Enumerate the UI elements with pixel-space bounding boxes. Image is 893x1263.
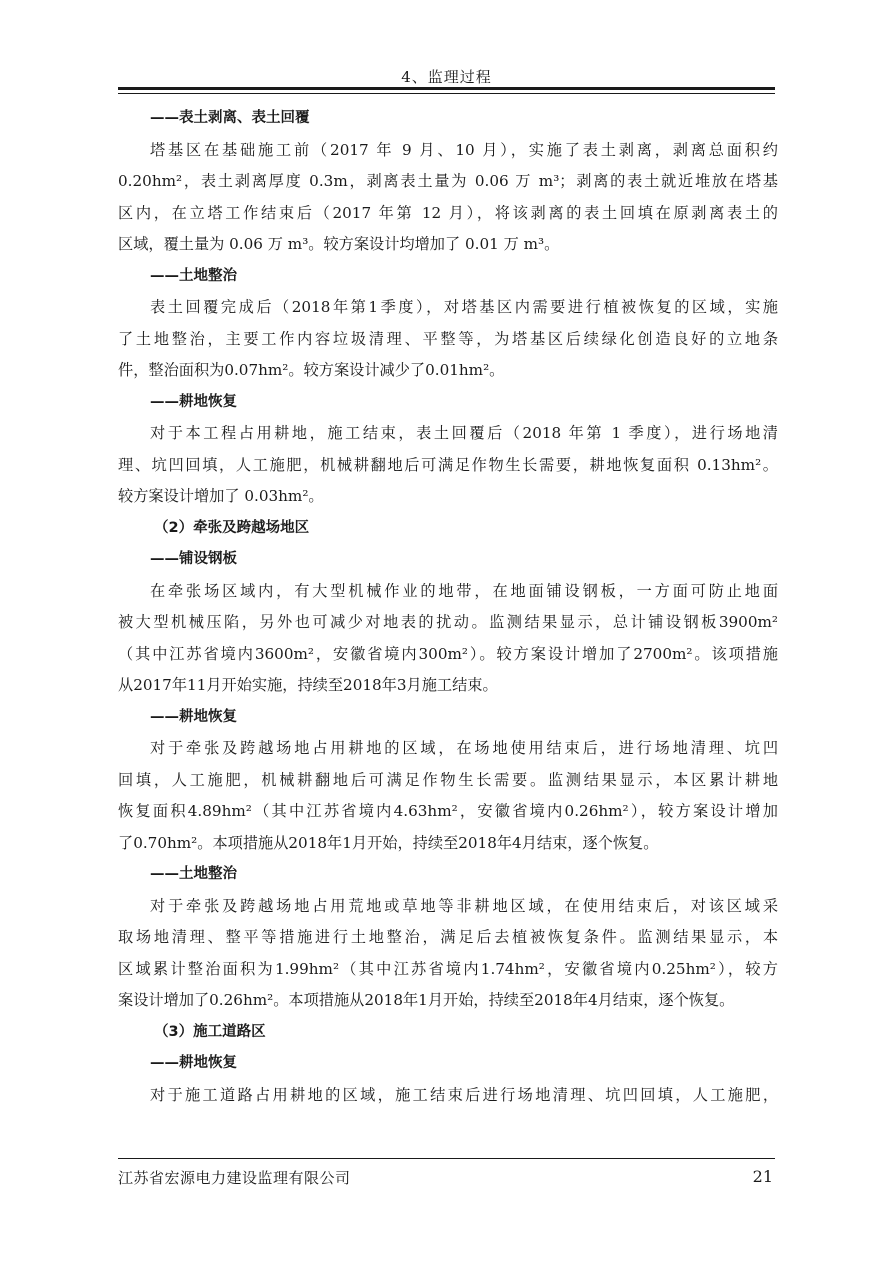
- paragraph-line: 对于牵张及跨越场地占用荒地或草地等非耕地区域，在使用结束后，对该区域采: [150, 896, 778, 915]
- section-heading: ——铺设钢板: [150, 551, 237, 567]
- paragraph-line: 从2017年11月开始实施，持续至2018年3月施工结束。: [118, 676, 498, 694]
- header-rule-thick: [118, 87, 775, 90]
- paragraph-line: 区域，覆土量为 0.06 万 m³。较方案设计均增加了 0.01 万 m³。: [118, 235, 560, 253]
- paragraph-line: （其中江苏省境内3600m²，安徽省境内300m²）。较方案设计增加了2700m²。该项措施: [118, 644, 778, 663]
- paragraph-line: 理、坑凹回填，人工施肥，机械耕翻地后可满足作物生长需要，耕地恢复面积 0.13hm²。: [118, 455, 778, 474]
- page-footer: [118, 1158, 775, 1189]
- paragraph-line: 区内，在立塔工作结束后（2017 年第 12 月），将该剥离的表土回填在原剥离表土的: [118, 203, 778, 222]
- paragraph-line: 0.20hm²，表土剥离厚度 0.3m，剥离表土量为 0.06 万 m³；剥离的表土就近堆放在塔基: [118, 172, 778, 190]
- paragraph-line: 区域累计整治面积为1.99hm²（其中江苏省境内1.74hm²，安徽省境内0.25hm²），较方: [118, 959, 778, 978]
- page-number: 21: [752, 1167, 773, 1186]
- document-body: [118, 103, 778, 1153]
- section-heading: ——耕地恢复: [150, 393, 237, 410]
- paragraph-line: 对于本工程占用耕地，施工结束，表土回覆后（2018 年第 1 季度），进行场地清: [150, 424, 778, 442]
- paragraph-line: 对于施工道路占用耕地的区域，施工结束后进行场地清理、坑凹回填，人工施肥，: [150, 1085, 778, 1104]
- paragraph-line: 表土回覆完成后（2018年第1季度），对塔基区内需要进行植被恢复的区域，实施: [150, 298, 778, 316]
- section-heading: ——土地整治: [150, 267, 237, 284]
- header-rule-thin: [118, 93, 775, 94]
- paragraph-line: 在牵张场区域内，有大型机械作业的地带，在地面铺设钢板，一方面可防止地面: [150, 581, 778, 600]
- paragraph-line: 对于牵张及跨越场地占用耕地的区域，在场地使用结束后，进行场地清理、坑凹: [150, 739, 778, 757]
- paragraph-line: 了0.70hm²。本项措施从2018年1月开始，持续至2018年4月结束，逐个恢复。: [118, 833, 659, 852]
- paragraph-line: 取场地清理、整平等措施进行土地整治，满足后去植被恢复条件。监测结果显示，本: [118, 928, 778, 946]
- chapter-title: 4、监理过程: [401, 68, 492, 86]
- paragraph-line: 塔基区在基础施工前（2017 年 9 月、10 月），实施了表土剥离，剥离总面积约: [150, 140, 778, 159]
- section-heading: ——耕地恢复: [150, 708, 237, 725]
- paragraph-line: 恢复面积4.89hm²（其中江苏省境内4.63hm²，安徽省境内0.26hm²），较方案设计增加: [118, 802, 778, 820]
- section-heading: ——表土剥离、表土回覆: [150, 110, 310, 126]
- paragraph-line: 回填，人工施肥，机械耕翻地后可满足作物生长需要。监测结果显示，本区累计耕地: [118, 770, 778, 789]
- paragraph-line: 了土地整治，主要工作内容垃圾清理、平整等，为塔基区后续绿化创造良好的立地条: [118, 329, 778, 348]
- company-name: 江苏省宏源电力建设监理有限公司: [118, 1169, 351, 1187]
- paragraph-line: 案设计增加了0.26hm²。本项措施从2018年1月开始，持续至2018年4月结束，逐个恢复。: [118, 991, 735, 1009]
- paragraph-line: 件，整治面积为0.07hm²。较方案设计减少了0.01hm²。: [118, 361, 505, 379]
- section-heading: ——土地整治: [150, 866, 237, 882]
- subsection-heading: （2）牵张及跨越场地区: [154, 519, 310, 536]
- paragraph-line: 被大型机械压陷，另外也可减少对地表的扰动。监测结果显示，总计铺设钢板3900m²: [118, 613, 778, 631]
- paragraph-line: 较方案设计增加了 0.03hm²。: [118, 487, 324, 505]
- subsection-heading: （3）施工道路区: [154, 1023, 266, 1040]
- section-heading: ——耕地恢复: [150, 1055, 237, 1071]
